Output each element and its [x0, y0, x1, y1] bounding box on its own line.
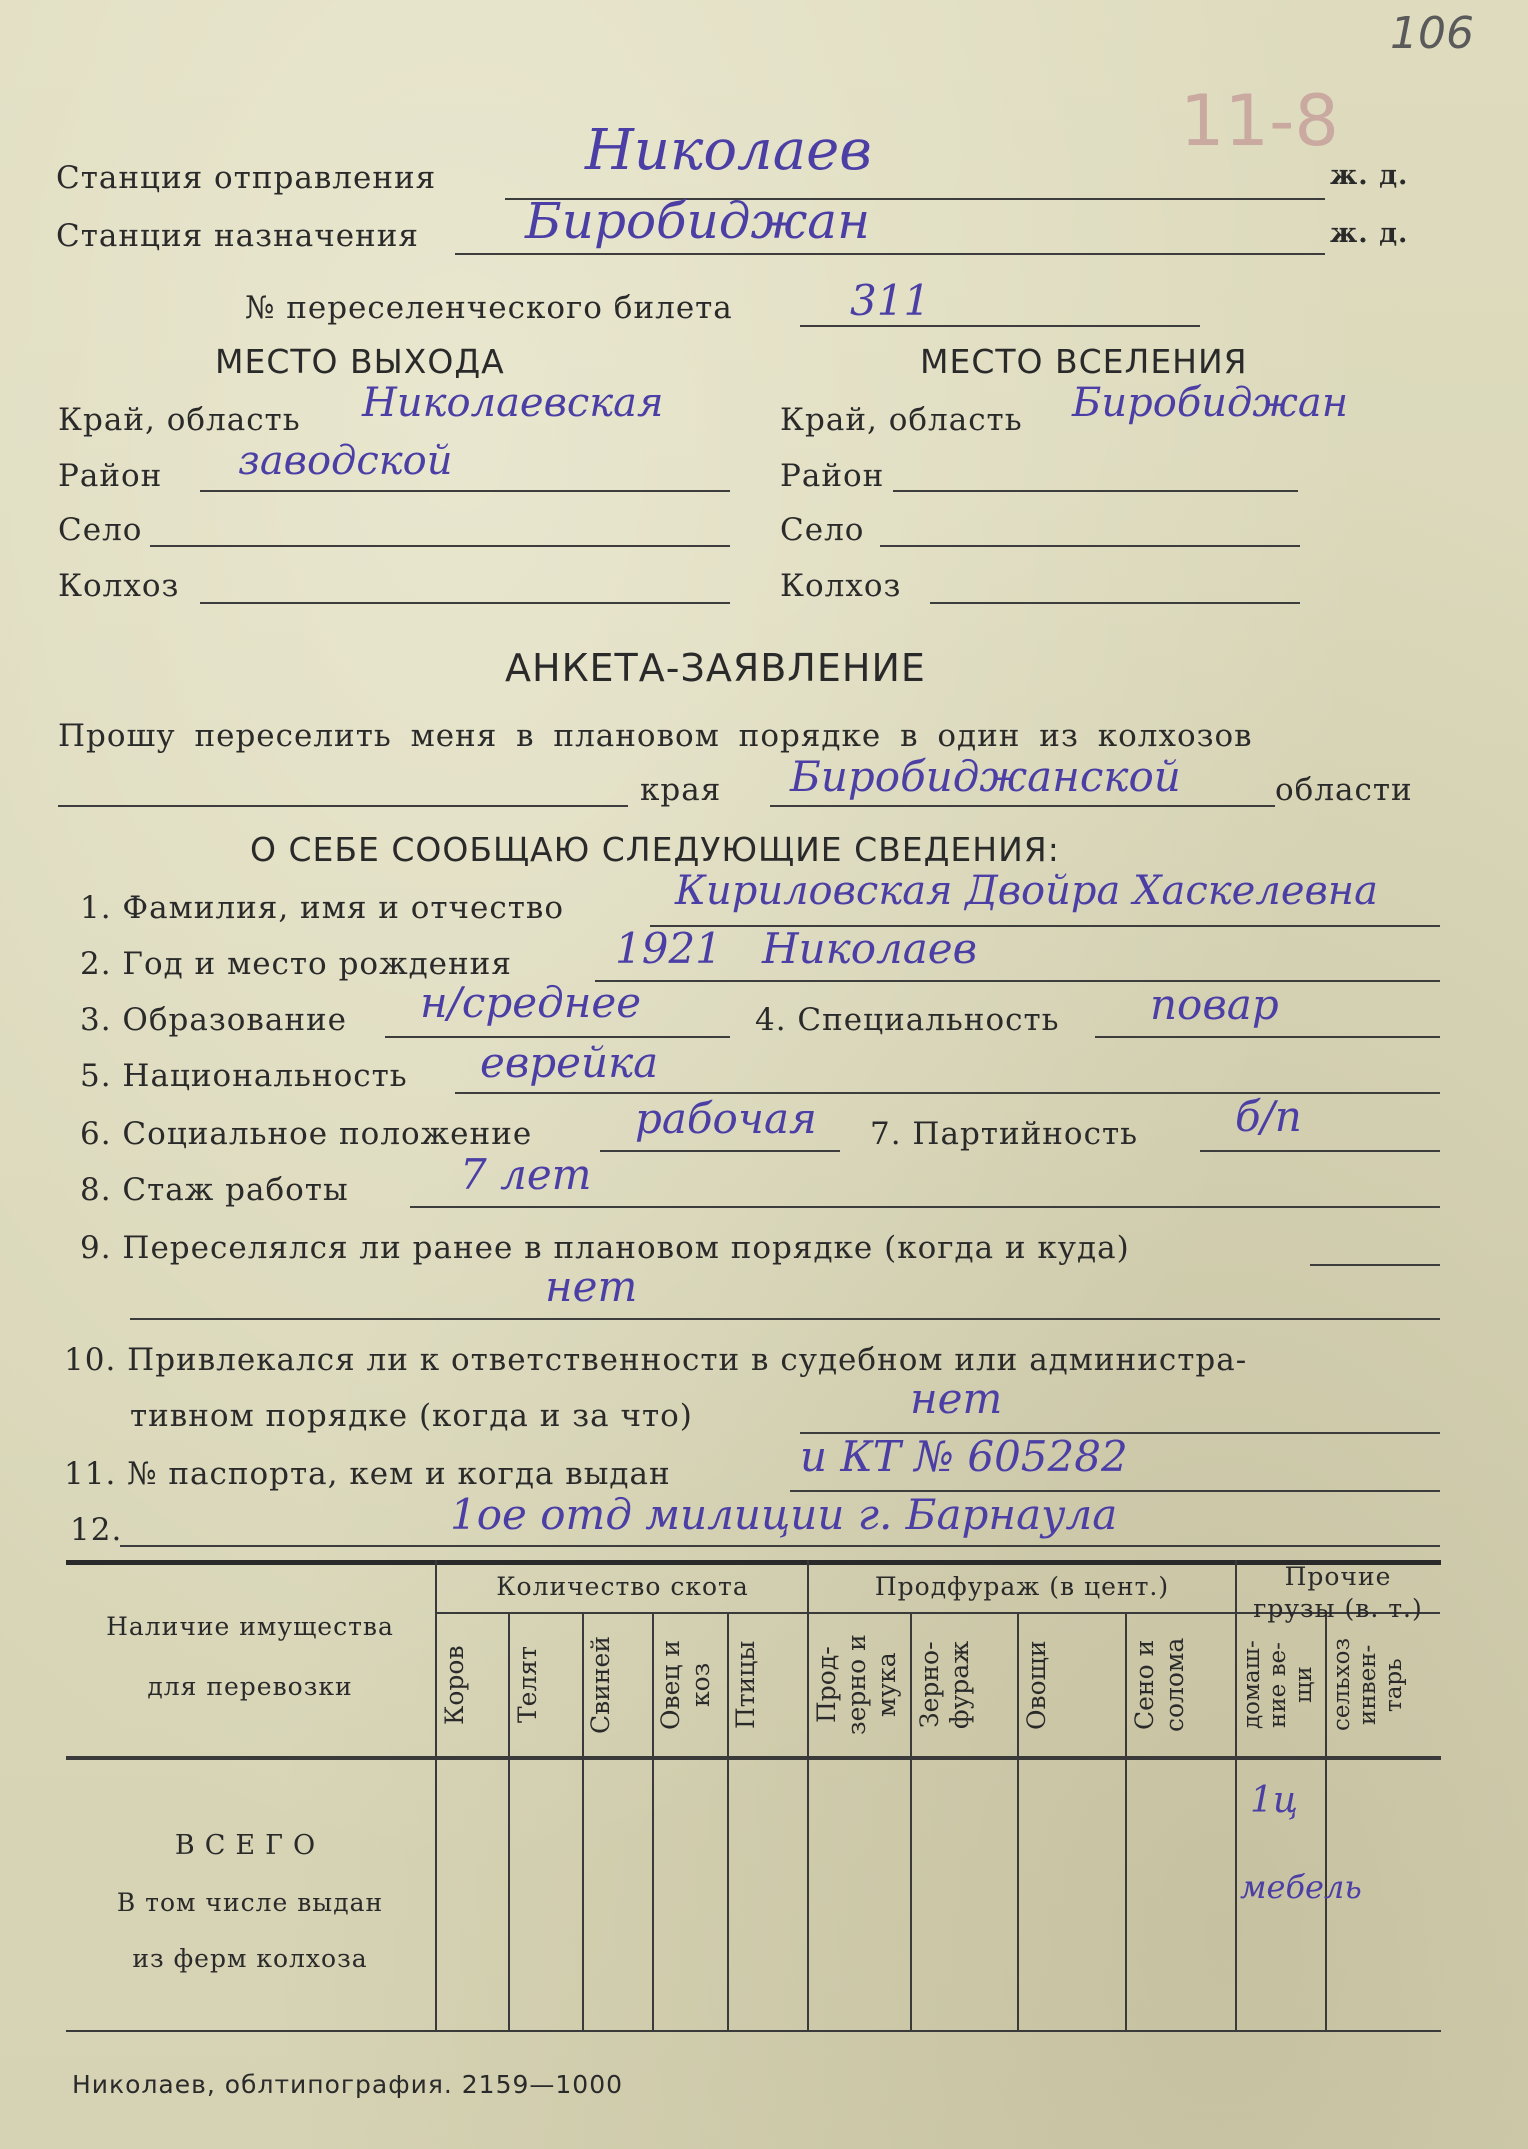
item8-label: 8. Стаж работы	[80, 1172, 349, 1208]
exit-district-line	[200, 490, 730, 492]
exit-heading: МЕСТО ВЫХОДА	[215, 342, 505, 381]
ticket-label: № переселенческого билета	[245, 290, 733, 326]
item10-value: нет	[910, 1374, 1003, 1423]
other-group-header: Прочие	[1284, 1562, 1392, 1591]
col-farm: сельхоз инвен- тарь	[1329, 1638, 1407, 1732]
request-text: Прошу переселить меня в плановом порядке в один из колхозов	[58, 718, 1253, 754]
entry-region-value: Биробиджан	[1072, 380, 1349, 426]
property-header-2: для перевозки	[147, 1672, 353, 1701]
table-vline	[582, 1612, 584, 2030]
row-issued-2: из ферм колхоза	[132, 1944, 368, 1973]
exit-village-label: Село	[58, 512, 143, 548]
household-value: 1ц	[1250, 1780, 1299, 1821]
item4-line	[1095, 1036, 1440, 1038]
page-number: 106	[1390, 8, 1474, 59]
table-vline	[910, 1612, 912, 2030]
item11-label: 11. № паспорта, кем и когда выдан	[64, 1456, 671, 1492]
col-fodder: Зерно- фураж	[915, 1640, 974, 1730]
ticket-value: 311	[850, 276, 931, 325]
item4-value: повар	[1150, 980, 1279, 1029]
item9-line	[1310, 1264, 1440, 1266]
feed-group-header: Продфураж (в цент.)	[874, 1572, 1170, 1601]
table-vline	[1235, 1560, 1237, 2030]
item4-label: 4. Специальность	[755, 1002, 1060, 1038]
item7-label: 7. Партийность	[870, 1116, 1138, 1152]
property-header: Наличие имущества	[106, 1612, 394, 1641]
item12-value: 1ое отд милиции г. Барнаула	[450, 1490, 1118, 1539]
table-vline	[807, 1560, 809, 2030]
other-group-header-2: грузы (в. т.)	[1253, 1594, 1423, 1623]
ticket-line	[800, 325, 1200, 327]
item10-label2: тивном порядке (когда и за что)	[130, 1398, 693, 1434]
item10-label: 10. Привлекался ли к ответственности в судебном или администра-	[64, 1342, 1248, 1378]
col-household: домаш- ние ве- щи	[1239, 1640, 1317, 1730]
table-bottom-border	[66, 2030, 1441, 2032]
station-arrival-value: Биробиджан	[525, 192, 871, 250]
station-arrival-label: Станция назначения	[56, 218, 419, 254]
col-birds: Птицы	[731, 1640, 760, 1730]
item5-label: 5. Национальность	[80, 1058, 408, 1094]
col-grain: Прод- зерно и мука	[812, 1634, 901, 1736]
item2-label: 2. Год и место рождения	[80, 946, 512, 982]
exit-kolkhoz-line	[200, 602, 730, 604]
item12-label: 12.	[70, 1512, 123, 1548]
item5-value: еврейка	[480, 1038, 659, 1087]
item3-value: н/среднее	[420, 978, 642, 1027]
item9-value: нет	[545, 1262, 638, 1311]
item1-label: 1. Фамилия, имя и отчество	[80, 890, 565, 926]
exit-district-label: Район	[58, 458, 163, 494]
item8-value: 7 лет	[460, 1150, 592, 1199]
about-heading: О СЕБЕ СООБЩАЮ СЛЕДУЮЩИЕ СВЕДЕНИЯ:	[250, 830, 1060, 869]
item2-value: 1921 Николаев	[615, 924, 978, 973]
entry-kolkhoz-line	[930, 602, 1300, 604]
item7-line	[1200, 1150, 1440, 1152]
col-cows: Коров	[440, 1645, 469, 1725]
station-departure-value: Николаев	[585, 118, 872, 183]
entry-heading: МЕСТО ВСЕЛЕНИЯ	[920, 342, 1248, 381]
table-vline	[1017, 1612, 1019, 2030]
item9-line2	[130, 1318, 1440, 1320]
item11-value: и КТ № 605282	[800, 1432, 1128, 1481]
entry-village-label: Село	[780, 512, 865, 548]
table-vline	[1125, 1612, 1127, 2030]
entry-village-line	[880, 545, 1300, 547]
entry-region-label: Край, область	[780, 402, 1023, 438]
item9-label: 9. Переселялся ли ранее в плановом порядке (когда и куда)	[80, 1230, 1130, 1266]
item8-line	[410, 1206, 1440, 1208]
item6-label: 6. Социальное положение	[80, 1116, 533, 1152]
household-value-2: мебель	[1240, 1868, 1362, 1906]
item12-line	[120, 1545, 1440, 1547]
item6-line	[600, 1150, 840, 1152]
exit-district-value: заводской	[238, 438, 453, 484]
exit-region-label: Край, область	[58, 402, 301, 438]
col-pigs: Свиней	[586, 1636, 615, 1734]
request-kraya: края	[640, 772, 722, 808]
item7-value: б/п	[1235, 1092, 1302, 1141]
table-vline	[1325, 1612, 1327, 2030]
request-oblasti: области	[1275, 772, 1413, 808]
item3-label: 3. Образование	[80, 1002, 348, 1038]
col-hay: Сено и солома	[1130, 1637, 1189, 1733]
entry-district-line	[893, 490, 1298, 492]
station-arrival-line	[455, 253, 1325, 255]
table-vline	[435, 1560, 437, 2030]
col-vegetables: Овощи	[1022, 1640, 1051, 1730]
row-total: ВСЕГО	[174, 1830, 326, 1861]
form-title: АНКЕТА-ЗАЯВЛЕНИЕ	[505, 646, 926, 690]
livestock-group-header: Количество скота	[496, 1572, 749, 1601]
request-region-value: Биробиджанской	[790, 752, 1181, 801]
exit-kolkhoz-label: Колхоз	[58, 568, 180, 604]
entry-kolkhoz-label: Колхоз	[780, 568, 902, 604]
request-blank-line	[58, 805, 628, 807]
item1-value: Кириловская Двойра Хаскелевна	[675, 868, 1378, 914]
request-region-line	[770, 805, 1275, 807]
pencil-mark: 11-8	[1180, 80, 1339, 162]
table-vline	[508, 1612, 510, 2030]
item2-line	[595, 980, 1440, 982]
station-departure-label: Станция отправления	[56, 160, 437, 196]
table-vline	[652, 1612, 654, 2030]
entry-district-label: Район	[780, 458, 885, 494]
row-issued: В том числе выдан	[116, 1888, 384, 1917]
footer-imprint: Николаев, облтипография. 2159—1000	[72, 2070, 624, 2099]
rail-suffix-2: ж. д.	[1330, 218, 1409, 249]
table-vline	[727, 1612, 729, 2030]
item6-value: рабочая	[635, 1094, 817, 1143]
rail-suffix-1: ж. д.	[1330, 160, 1409, 191]
col-calves: Телят	[513, 1646, 542, 1724]
exit-region-value: Николаевская	[362, 380, 664, 426]
col-sheep: Овец и коз	[656, 1639, 715, 1731]
exit-village-line	[150, 545, 730, 547]
